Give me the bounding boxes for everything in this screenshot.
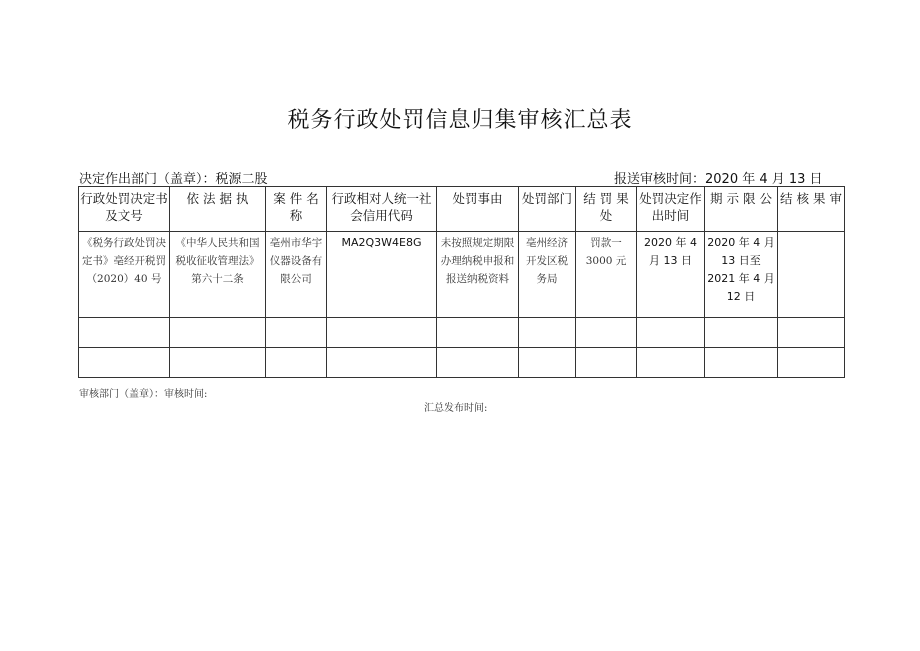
cell-review-result	[778, 232, 845, 318]
cell-credit-code: MA2Q3W4E8G	[327, 232, 437, 318]
cell-reason: 未按照规定期限办理纳税申报和报送纳税资料	[437, 232, 519, 318]
empty-cell	[266, 348, 327, 378]
empty-cell	[79, 318, 170, 348]
empty-cell	[170, 318, 266, 348]
empty-cell	[705, 318, 778, 348]
empty-cell	[576, 318, 637, 348]
empty-cell	[778, 348, 845, 378]
empty-cell	[519, 348, 576, 378]
cell-case-name: 亳州市华宇仪器设备有限公司	[266, 232, 327, 318]
empty-cell	[79, 348, 170, 378]
table-row	[79, 318, 845, 348]
empty-cell	[437, 348, 519, 378]
cell-legal-basis: 《中华人民共和国税收征收管理法》第六十二条	[170, 232, 266, 318]
cell-decision-time: 2020 年 4 月 13 日	[637, 232, 705, 318]
empty-cell	[327, 348, 437, 378]
empty-cell	[705, 348, 778, 378]
cell-decision-no: 《税务行政处罚决定书》亳经开税罚（2020）40 号	[79, 232, 170, 318]
col-header-decision-no: 行政处罚决定书及文号	[79, 187, 170, 232]
col-header-credit-code: 行政相对人统一社会信用代码	[327, 187, 437, 232]
summary-table	[78, 186, 845, 378]
cell-result: 罚款一3000 元	[576, 232, 637, 318]
publish-time-footer: 汇总发布时间:	[424, 403, 488, 414]
col-header-reason: 处罚事由	[437, 187, 519, 232]
header-row	[79, 187, 845, 232]
report-review-time: 报送审核时间：2020 年 4 月 13 日	[614, 172, 823, 187]
table-row	[79, 348, 845, 378]
empty-cell	[327, 318, 437, 348]
empty-cell	[637, 318, 705, 348]
cell-publish-period: 2020 年 4 月 13 日至 2021 年 4 月 12 日	[705, 232, 778, 318]
table-row	[79, 232, 845, 318]
col-header-review-result: 结 核 果 审	[778, 187, 845, 232]
empty-cell	[437, 318, 519, 348]
col-header-department: 处罚部门	[519, 187, 576, 232]
empty-cell	[266, 318, 327, 348]
reviewer-footer: 审核部门（盖章）：审核时间:	[79, 389, 208, 400]
empty-cell	[519, 318, 576, 348]
empty-cell	[637, 348, 705, 378]
col-header-decision-time: 处罚决定作出时间	[637, 187, 705, 232]
col-header-publish-period: 期 示 限 公	[705, 187, 778, 232]
col-header-result: 结 罚 果 处	[576, 187, 637, 232]
col-header-case-name: 案 件 名 称	[266, 187, 327, 232]
col-header-legal-basis: 依 法 据 执	[170, 187, 266, 232]
decision-department: 决定作出部门（盖章）：税源二股	[79, 172, 268, 187]
page-title: 税务行政处罚信息归集审核汇总表	[287, 108, 633, 133]
empty-cell	[170, 348, 266, 378]
cell-department: 亳州经济开发区税务局	[519, 232, 576, 318]
empty-cell	[778, 318, 845, 348]
empty-cell	[576, 348, 637, 378]
